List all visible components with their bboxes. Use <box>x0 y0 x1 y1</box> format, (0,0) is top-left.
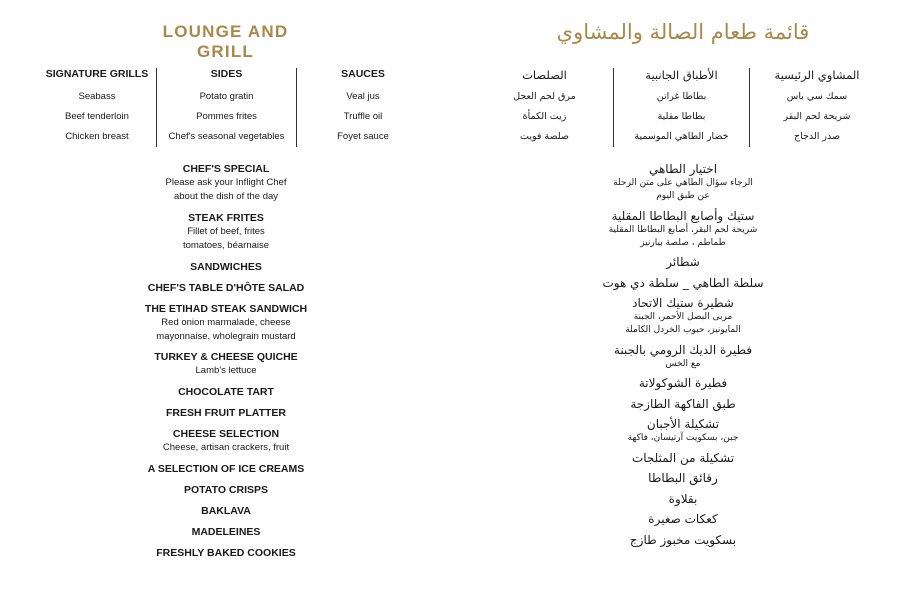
dish-item <box>533 376 833 391</box>
column-heading: SIGNATURE GRILLS <box>45 68 149 80</box>
menu-item: Seabass <box>78 91 116 102</box>
menu-item: Beef tenderloin <box>65 111 129 122</box>
dish-description: Please ask your Inflight Chef <box>165 177 287 188</box>
column-sauces-ar <box>476 68 613 147</box>
menu-item: بطاطا غراتن <box>656 91 707 102</box>
dish-item <box>533 533 833 548</box>
english-category-columns <box>38 68 429 147</box>
menu-item: Truffle oil <box>343 111 383 122</box>
dish-item <box>80 260 372 274</box>
column-heading: SIDES <box>210 68 243 80</box>
dish-description: مع الخس <box>665 358 701 369</box>
dish-item <box>80 483 372 497</box>
dish-item <box>80 211 372 253</box>
column-heading: الصلصات <box>522 68 567 82</box>
dish-name: طبق الفاكهة الطازجة <box>630 396 736 411</box>
dish-name: STEAK FRITES <box>188 211 264 224</box>
column-sides <box>156 68 296 147</box>
dish-item <box>80 462 372 476</box>
dish-name: بسكويت مخبوز طازج <box>629 532 737 547</box>
dish-item <box>533 296 833 337</box>
dish-name: تشكيلة الأجبان <box>646 417 720 431</box>
arabic-title: قائمة طعام الصالة والمشاوي <box>556 20 810 44</box>
dish-item <box>533 512 833 527</box>
dish-item <box>80 546 372 560</box>
dish-description: Lamb's lettuce <box>195 365 257 377</box>
dish-item <box>533 276 833 291</box>
dish-name: FRESH FRUIT PLATTER <box>166 407 286 420</box>
menu-item: بطاطا مقلية <box>657 111 706 122</box>
dish-description: طماطم ، صلصة بيارنيز <box>640 237 726 248</box>
dish-item <box>80 427 372 455</box>
menu-item: سمك سي باس <box>786 91 848 102</box>
dish-name: فطيرة الديك الرومي بالجبنة <box>613 342 753 357</box>
dish-item <box>533 471 833 486</box>
dish-item <box>80 281 372 295</box>
arabic-dish-list <box>533 162 833 553</box>
dish-description: جبن، بسكويت آرتيسان، فاكهة <box>627 433 739 443</box>
dish-name: CHEF'S TABLE D'HÔTE SALAD <box>147 281 305 294</box>
dish-description: mayonnaise, wholegrain mustard <box>156 330 296 342</box>
column-grills-ar <box>749 68 884 147</box>
dish-name: FRESHLY BAKED COOKIES <box>156 546 296 559</box>
dish-item <box>80 525 372 539</box>
dish-name: كعكات صغيرة <box>648 512 718 526</box>
dish-item <box>533 162 833 203</box>
dish-name: شطائر <box>666 255 700 269</box>
dish-description: Fillet of beef, frites <box>187 225 265 237</box>
dish-description: مربى البصل الأحمر، الجبنة <box>633 312 733 322</box>
menu-item: شريحة لحم البقر <box>783 111 851 122</box>
dish-description: شريحة لحم البقر، أصابع البطاطا المقلية <box>608 224 758 235</box>
arabic-category-columns <box>476 68 884 147</box>
dish-name: TURKEY & CHEESE QUICHE <box>154 351 298 364</box>
column-heading: الأطباق الجانبية <box>645 68 718 82</box>
dish-item <box>80 385 372 399</box>
dish-item <box>533 451 833 466</box>
dish-name: SANDWICHES <box>190 260 262 273</box>
dish-name: MADELEINES <box>191 525 261 538</box>
menu-item: Chef's seasonal vegetables <box>168 131 285 142</box>
dish-name: اختيار الطاهي <box>648 162 718 176</box>
menu-item: Chicken breast <box>65 131 129 142</box>
dish-item <box>533 397 833 412</box>
menu-item: خضار الطاهي الموسمية <box>634 131 729 142</box>
dish-item <box>533 343 833 371</box>
dish-description: المايونيز، حبوب الخردل الكاملة <box>625 325 741 335</box>
dish-name: رقائق البطاطا <box>648 471 718 485</box>
dish-name: A SELECTION OF ICE CREAMS <box>147 463 305 476</box>
menu-item: Veal jus <box>346 91 380 102</box>
dish-name: بقلاوة <box>668 491 698 506</box>
dish-description: tomatoes, béarnaise <box>182 239 270 251</box>
dish-name: BAKLAVA <box>201 504 251 517</box>
dish-description: عن طبق اليوم <box>656 191 710 201</box>
dish-name: CHEESE SELECTION <box>172 428 280 441</box>
menu-item: صدر الدجاج <box>793 131 841 142</box>
column-heading: المشاوي الرئيسية <box>774 68 860 82</box>
column-sides-ar <box>613 68 749 147</box>
english-dish-list <box>80 162 372 566</box>
dish-item <box>533 209 833 250</box>
column-sauces <box>296 68 429 147</box>
menu-item: زيت الكمأة <box>522 111 567 122</box>
dish-item <box>533 492 833 507</box>
dish-description: about the dish of the day <box>173 191 279 202</box>
menu-item: Potato gratin <box>199 91 254 102</box>
dish-name: THE ETIHAD STEAK SANDWICH <box>144 302 308 315</box>
column-signature-grills <box>38 68 156 147</box>
dish-item <box>80 504 372 518</box>
dish-description: الرجاء سؤال الطاهي على متن الرحلة <box>613 178 753 188</box>
dish-name: ستيك وأصابع البطاطا المقلية <box>611 208 755 223</box>
dish-name: CHOCOLATE TART <box>178 386 274 399</box>
dish-name: فطيرة الشوكولاتة <box>638 376 728 390</box>
dish-item <box>533 417 833 445</box>
dish-name: سلطة الطاهي _ سلطة دي هوت <box>602 275 764 290</box>
dish-description: Red onion marmalade, cheese <box>161 316 291 328</box>
dish-item <box>80 302 372 344</box>
dish-name: CHEF'S SPECIAL <box>182 163 270 175</box>
english-title: LOUNGE AND GRILL <box>162 22 289 61</box>
menu-item: صلصة فويت <box>520 131 569 142</box>
menu-item: مرق لحم العجل <box>513 91 576 102</box>
dish-name: شطيرة ستيك الاتحاد <box>632 296 734 310</box>
dish-name: POTATO CRISPS <box>183 483 268 496</box>
menu-item: Pommes frites <box>196 111 257 122</box>
dish-description: Cheese, artisan crackers, fruit <box>162 442 290 454</box>
menu-item: Foyet sauce <box>337 131 389 142</box>
dish-item <box>533 255 833 270</box>
column-heading: SAUCES <box>341 68 385 80</box>
dish-item <box>80 350 372 378</box>
dish-item <box>80 406 372 420</box>
dish-item <box>80 162 372 204</box>
dish-name: تشكيلة من المثلجات <box>631 450 735 465</box>
